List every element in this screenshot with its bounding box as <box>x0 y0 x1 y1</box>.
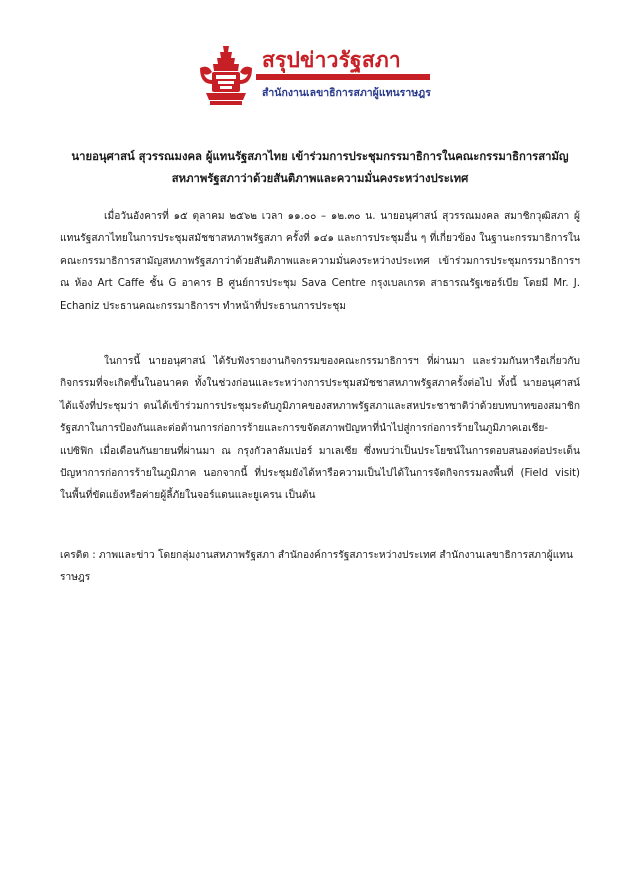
brand-subtitle: สำนักงานเลขาธิการสภาผู้แทนราษฎร <box>262 87 431 99</box>
brand-divider <box>256 74 430 80</box>
article-paragraph-1: เมื่อวันอังคารที่ ๑๕ ตุลาคม ๒๕๖๒ เวลา ๑๑.๐๐ – ๑๒.๓๐ น. นายอนุศาสน์ สุวรรณมงคล สมาชิกวุฒิสภา ผู้แทนรัฐสภาไทยในการประชุมสมัชชาสหภาพรัฐสภา ครั้งที่ ๑๔๑ และการประชุมอื่น ๆ ที่เกี่ยวข้อง ในฐานะกรรมาธิการในคณะกรรมาธิการสามัญสหภาพรัฐสภาว่าด้วยสันติภาพและความมั่นคงระหว่างประเทศ เข้าร่วมการประชุมกรรมาธิการฯ ณ ห้อง Art Caffe ชั้น G อาคาร B ศูนย์การประชุม Sava Centre กรุงเบลเกรด สาธารณรัฐเซอร์เบีย โดยมี Mr. J. Echaniz ประธานคณะกรรมาธิการฯ ทำหน้าที่ประธานการประชุม <box>60 211 580 312</box>
article-title: นายอนุศาสน์ สุวรรณมงคล ผู้แทนรัฐสภาไทย เข้าร่วมการประชุมกรรมาธิการในคณะกรรมาธิการสามัญ สหภาพรัฐสภาว่าด้วยสันติภาพและความมั่นคงระหว่างประเทศ <box>71 150 569 185</box>
header <box>196 40 436 112</box>
article-paragraph-2: ในการนี้ นายอนุศาสน์ ได้รับฟังรายงานกิจกรรมของคณะกรรมาธิการฯ ที่ผ่านมา และร่วมกันหารือเกี่ยวกับกิจกรรมที่จะเกิดขึ้นในอนาคต ทั้งในช่วงก่อนและระหว่างการประชุมสมัชชาสหภาพรัฐสภาครั้งต่อไป ทั้งนี้ นายอนุศาสน์ได้แจ้งที่ประชุมว่า ตนได้เข้าร่วมการประชุมระดับภูมิภาคของสหภาพรัฐสภาและสหประชาชาติว่าด้วยบทบาทของสมาชิกรัฐสภาในการป้องกันและต่อต้านการก่อการร้ายและการขจัดสภาพปัญหาที่นำไปสู่การก่อการร้ายในภูมิภาคเอเชีย-แปซิฟิก เมื่อเดือนกันยายนที่ผ่านมา ณ กรุงกัวลาลัมเปอร์ มาเลเซีย ซึ่งพบว่าเป็นประโยชน์ในการตอบสนองต่อประเด็นปัญหาการก่อการร้ายในภูมิภาค นอกจากนี้ ที่ประชุมยังได้หารือความเป็นไปได้ในการจัดกิจกรรมลงพื้นที่ (Field visit) ในพื้นที่ขัดแย้งหรือค่ายผู้ลี้ภัยในจอร์แดนและยูเครน เป็นต้น <box>60 356 580 502</box>
article-credit: เครดิต : ภาพและข่าว โดยกลุ่มงานสหภาพรัฐสภา สำนักองค์การรัฐสภาระหว่างประเทศ สำนักงานเลขาธิการสภาผู้แทนราษฎร <box>60 550 573 584</box>
parliament-emblem-icon <box>196 44 256 106</box>
brand-title: สรุปข่าวรัฐสภา <box>262 48 401 72</box>
